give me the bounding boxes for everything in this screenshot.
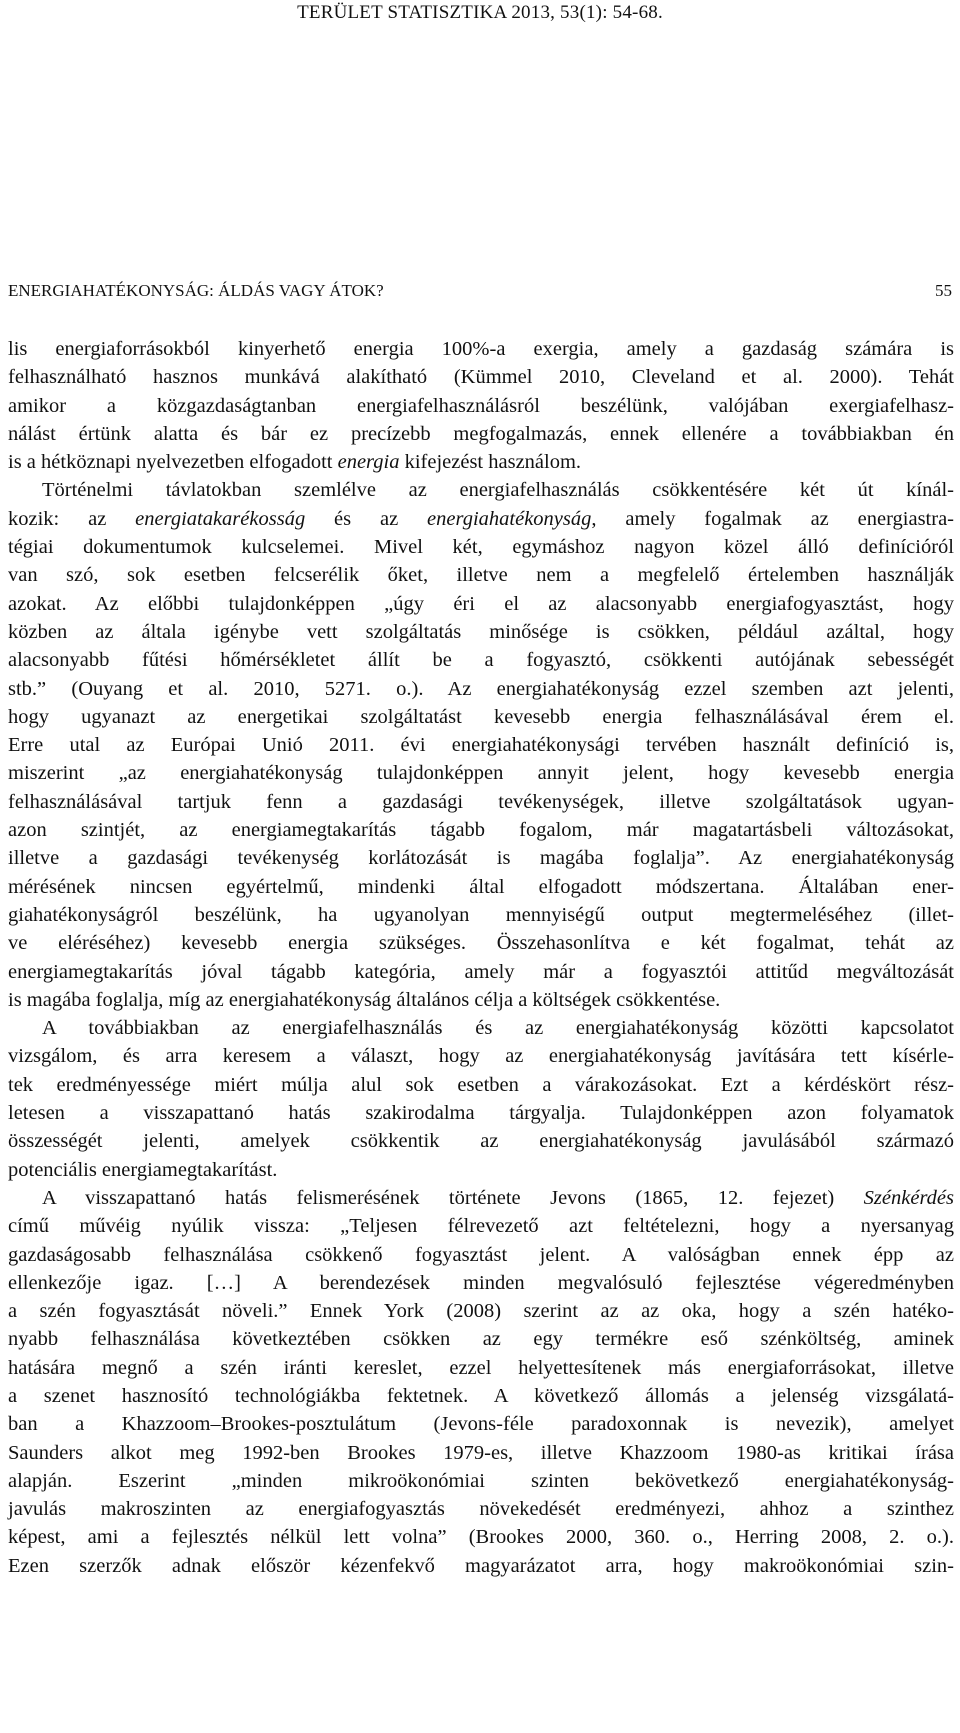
text-run: a szenet hasznosító technológiákba fektetnek. A következő állomás a jelenség vizsgálatá- xyxy=(8,1384,954,1407)
text-run: letesen a visszapattanó hatás szakirodalma tárgyalja. Tulajdonképpen azon folyamatok xyxy=(8,1102,954,1125)
text-line xyxy=(8,1495,954,1523)
text-run: nyabb felhasználása következtében csökken az egy termékre eső szénköltség, aminek xyxy=(8,1328,954,1351)
text-run: van szó, sok esetben felcserélik őket, illetve nem a megfelelő értelemben használják xyxy=(8,564,954,587)
text-run: azokat. Az előbbi tulajdonképpen „úgy éri el az alacsonyabb energiafogyasztást, hogy xyxy=(8,592,954,615)
text-line xyxy=(8,618,954,646)
text-line xyxy=(8,1014,954,1042)
text-run: ban a Khazzoom–Brookes-posztulátum (Jevons-féle paradoxonnak is nevezik), amelyet xyxy=(8,1413,954,1436)
text-line xyxy=(8,392,954,420)
text-run: összességét jelenti, amelyek csökkentik az energiahatékonyság javulásából származó xyxy=(8,1130,954,1153)
italic-term: energiahatékonyság xyxy=(427,507,592,530)
running-head-title: ENERGIAHATÉKONYSÁG: ÁLDÁS VAGY ÁTOK? xyxy=(8,281,384,300)
text-run: miszerint „az energiahatékonyság tulajdonképpen annyit jelent, hogy kevesebb energia xyxy=(8,762,954,785)
text-run: javulás makroszinten az energiafogyasztás növekedését eredményezi, ahhoz a szinthez xyxy=(8,1498,954,1521)
text-run: Történelmi távlatokban szemlélve az energiafelhasználás csökkentésére két út kínál- xyxy=(42,479,954,502)
text-line xyxy=(8,788,954,816)
italic-term: energia xyxy=(337,451,400,474)
text-run: mérésének nincsen egyértelmű, mindenki által elfogadott módszertana. Általában ener- xyxy=(8,875,954,898)
text-line xyxy=(8,1042,954,1070)
text-run: kifejezést használom. xyxy=(399,451,582,474)
text-run: is a hétköznapi nyelvezetben elfogadott xyxy=(8,451,338,474)
italic-term: energiatakarékosság xyxy=(135,507,306,530)
text-run: Erre utal az Európai Unió 2011. évi energiahatékonysági tervében használt definíció is, xyxy=(8,734,954,757)
text-run: képest, ami a fejlesztés nélkül lett volna” (Brookes 2000, 360. o., Herring 2008, 2. o.). xyxy=(8,1526,954,1549)
running-head xyxy=(8,281,952,301)
text-run: azon szintjét, az energiamegtakarítás tágabb fogalom, már magatartásbeli változásokat, xyxy=(8,819,954,842)
text-run: és az xyxy=(305,507,428,530)
text-run: gazdaságosabb felhasználása csökkenő fogyasztást jelent. A valóságban ennek épp az xyxy=(8,1243,954,1266)
text-line xyxy=(8,1099,954,1127)
text-run: giahatékonyságról beszélünk, ha ugyanolyan mennyiségű output megtermeléséhez (illet- xyxy=(8,903,954,926)
text-line xyxy=(8,363,954,391)
text-line xyxy=(8,1552,954,1580)
text-line xyxy=(8,1156,954,1184)
text-run: lis energiaforrásokból kinyerhető energia 100%-a exergia, amely a gazdaság számára is xyxy=(8,338,954,360)
text-run: tek eredményessége miért múlja alul sok esetben a várakozásokat. Ezt a kérdéskört rész- xyxy=(8,1073,954,1096)
text-line xyxy=(8,1184,954,1212)
text-run: , amely fogalmak az energiastra- xyxy=(591,507,955,530)
text-line xyxy=(8,731,954,759)
text-run: alapján. Eszerint „minden mikroökonómiai szinten bekövetkező energiahatékonyság- xyxy=(8,1469,954,1492)
text-run: hatására megnő a szén iránti kereslet, ezzel helyettesítenek más energiaforrásokat, illetve xyxy=(8,1356,954,1379)
text-line xyxy=(8,420,954,448)
text-run: A továbbiakban az energiafelhasználás és az energiahatékonyság közötti kapcsolatot xyxy=(42,1017,954,1040)
text-line xyxy=(8,675,954,703)
text-run: ve eléréséhez) kevesebb energia szükséges. Összehasonlítva e két fogalmat, tehát az xyxy=(8,932,954,955)
text-line xyxy=(8,533,954,561)
italic-term: Szénkérdés xyxy=(863,1186,954,1209)
text-line xyxy=(8,1382,954,1410)
text-run: alacsonyabb fűtési hőmérsékletet állít be a fogyasztó, csökkenti autójának sebességét xyxy=(8,649,954,672)
text-run: hogy ugyanazt az energetikai szolgáltatást kevesebb energia felhasználásával érem el. xyxy=(8,705,954,728)
text-run: amikor a közgazdaságtanban energiafelhasználásról beszélünk, valójában exergiafelhasz- xyxy=(8,394,954,417)
text-line xyxy=(8,844,954,872)
text-line xyxy=(8,1410,954,1438)
text-line xyxy=(8,703,954,731)
text-run: potenciális energiamegtakarítást. xyxy=(8,1158,278,1181)
text-line xyxy=(8,1439,954,1467)
text-line xyxy=(8,561,954,589)
text-line xyxy=(8,1325,954,1353)
journal-header: TERÜLET STATISZTIKA 2013, 53(1): 54-68. xyxy=(297,2,663,23)
text-line xyxy=(8,335,954,363)
text-run: energiamegtakarítás jóval tágabb kategória, amely már a fogyasztói attitűd megváltozását xyxy=(8,960,954,983)
text-line xyxy=(8,505,954,533)
text-run: című művéig nyúlik vissza: „Teljesen félrevezető azt feltételezni, hogy a nyersanyag xyxy=(8,1215,954,1238)
text-line xyxy=(8,1071,954,1099)
text-run: ellenkezője igaz. […] A berendezések minden megvalósuló fejlesztése végeredményben xyxy=(8,1271,954,1294)
text-run: nálást értünk alatta és bár ez precízebb megfogalmazás, ennek ellenére a továbbiakban én xyxy=(8,422,954,445)
text-run: Ezen szerzők adnak először kézenfekvő magyarázatot arra, hogy makroökonómiai szin- xyxy=(8,1554,954,1577)
text-line xyxy=(8,1467,954,1495)
text-run: felhasználásával tartjuk fenn a gazdasági tevékenységek, illetve szolgáltatások ugyan- xyxy=(8,790,954,813)
page-number: 55 xyxy=(935,281,952,300)
text-run: Saunders alkot meg 1992-ben Brookes 1979-es, illetve Khazzoom 1980-as kritikai írása xyxy=(8,1441,954,1464)
text-run: a szén fogyasztását növeli.” Ennek York (2008) szerint az az oka, hogy a szén hatéko- xyxy=(8,1300,954,1323)
text-line xyxy=(8,1212,954,1240)
text-line xyxy=(8,646,954,674)
text-run: vizsgálom, és arra keresem a választ, hogy az energiahatékonyság javítására tett kísérle- xyxy=(8,1045,954,1068)
text-run: tégiai dokumentumok kulcselemei. Mivel két, egymáshoz nagyon közel álló definícióról xyxy=(8,536,954,559)
text-line xyxy=(8,901,954,929)
text-line xyxy=(8,759,954,787)
text-run: illetve a gazdasági tevékenység korlátozását is magába foglalja”. Az energiahatékonyság xyxy=(8,847,954,870)
text-line xyxy=(8,958,954,986)
text-run: is magába foglalja, míg az energiahatékonyság általános célja a költségek csökkentése. xyxy=(8,988,721,1011)
text-line xyxy=(8,448,954,476)
text-line xyxy=(8,1354,954,1382)
text-line xyxy=(8,476,954,504)
text-line xyxy=(8,1127,954,1155)
text-line xyxy=(8,816,954,844)
text-line xyxy=(8,590,954,618)
text-run: közben az általa igénybe vett szolgáltatás minősége is csökken, például azáltal, hogy xyxy=(8,620,954,643)
text-line xyxy=(8,986,954,1014)
text-run: felhasználható hasznos munkává alakítható (Kümmel 2010, Cleveland et al. 2000). Tehát xyxy=(8,366,954,389)
text-line xyxy=(8,1241,954,1269)
article-body xyxy=(8,335,954,1580)
text-line xyxy=(8,1523,954,1551)
text-line xyxy=(8,1269,954,1297)
text-run: A visszapattanó hatás felismerésének története Jevons (1865, 12. fejezet) xyxy=(42,1186,864,1209)
text-line xyxy=(8,929,954,957)
text-run: kozik: az xyxy=(8,507,136,530)
text-line xyxy=(8,1297,954,1325)
text-run: stb.” (Ouyang et al. 2010, 5271. o.). Az energiahatékonyság ezzel szemben azt jelenti, xyxy=(8,677,954,700)
text-line xyxy=(8,873,954,901)
